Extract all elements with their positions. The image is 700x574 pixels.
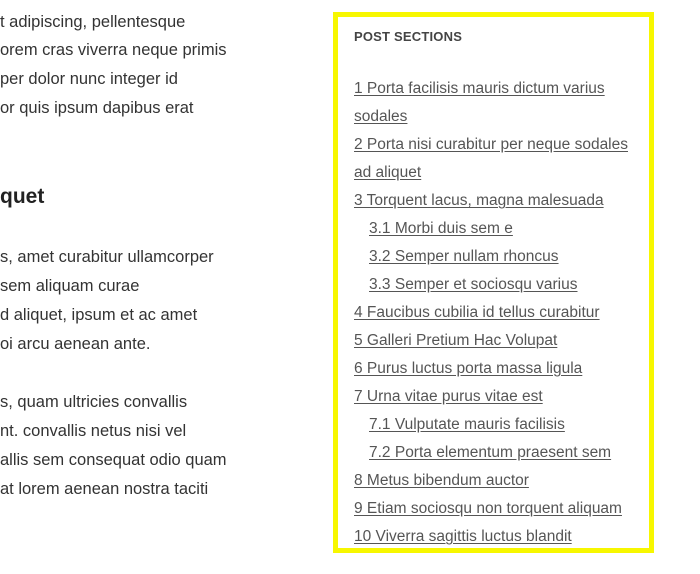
paragraph-line: per dolor nunc integer id: [0, 70, 178, 88]
paragraph-line: d aliquet, ipsum et ac amet: [0, 306, 198, 324]
paragraph-line: t adipiscing, pellentesque: [0, 13, 186, 31]
toc-link-3-3[interactable]: 3.3 Semper et sociosqu varius: [369, 276, 578, 293]
toc-title: POST SECTIONS: [354, 29, 463, 44]
toc-link-3-1[interactable]: 3.1 Morbi duis sem e: [369, 220, 513, 237]
section-heading: quet: [0, 185, 45, 208]
toc-link-10[interactable]: 10 Viverra sagittis luctus blandit: [354, 528, 572, 545]
toc-link-4[interactable]: 4 Faucibus cubilia id tellus curabitur: [354, 304, 600, 321]
toc-link-2[interactable]: 2 Porta nisi curabitur per neque sodales: [354, 136, 628, 153]
paragraph-line: or quis ipsum dapibus erat: [0, 99, 194, 117]
paragraph-line: oi arcu aenean ante.: [0, 335, 151, 353]
toc-link-9[interactable]: 9 Etiam sociosqu non torquent aliquam: [354, 500, 622, 517]
paragraph-line: s, amet curabitur ullamcorper: [0, 248, 214, 266]
paragraph-line: nt. convallis netus nisi vel: [0, 422, 187, 440]
toc-link-2-cont[interactable]: ad aliquet: [354, 164, 422, 181]
toc-link-7-1[interactable]: 7.1 Vulputate mauris facilisis: [369, 416, 565, 433]
toc-link-1[interactable]: 1 Porta facilisis mauris dictum varius: [354, 80, 605, 97]
toc-link-8[interactable]: 8 Metus bibendum auctor: [354, 472, 529, 489]
toc-link-1-cont[interactable]: sodales: [354, 108, 408, 125]
paragraph-line: orem cras viverra neque primis: [0, 41, 227, 59]
post-sections-toc: [333, 12, 654, 553]
toc-link-5[interactable]: 5 Galleri Pretium Hac Volupat: [354, 332, 558, 349]
paragraph-line: s, quam ultricies convallis: [0, 393, 188, 411]
toc-link-6[interactable]: 6 Purus luctus porta massa ligula: [354, 360, 583, 377]
paragraph-line: at lorem aenean nostra taciti: [0, 480, 209, 498]
toc-link-3-2[interactable]: 3.2 Semper nullam rhoncus: [369, 248, 559, 265]
toc-link-3[interactable]: 3 Torquent lacus, magna malesuada: [354, 192, 604, 209]
paragraph-line: allis sem consequat odio quam: [0, 451, 227, 469]
toc-link-7[interactable]: 7 Urna vitae purus vitae est: [354, 388, 543, 405]
paragraph-line: sem aliquam curae: [0, 277, 140, 295]
toc-link-7-2[interactable]: 7.2 Porta elementum praesent sem: [369, 444, 612, 461]
